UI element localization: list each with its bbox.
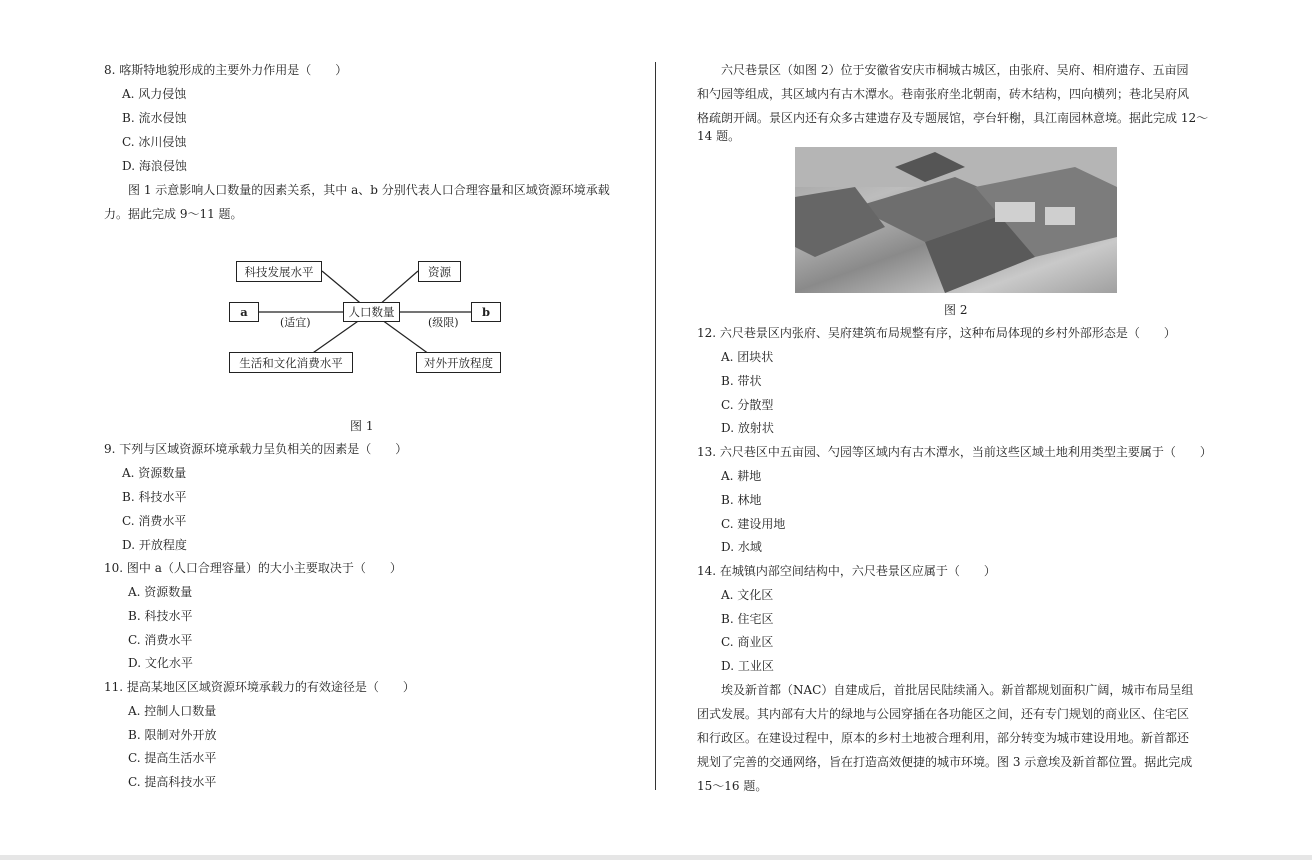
- intro-paragraph-line: 和勺园等组成，其区域内有古木潭水。巷南张府坐北朝南，砖木结构，四向横列；巷北吴府风: [697, 87, 1190, 101]
- option: B. 限制对外开放: [128, 728, 217, 742]
- aerial-village-photo: [795, 147, 1117, 293]
- question-stem: 9. 下列与区域资源环境承载力呈负相关的因素是（ ）: [104, 442, 408, 456]
- intro-paragraph-line: 14 题。: [697, 129, 741, 143]
- intro-paragraph-line: 力。据此完成 9～11 题。: [104, 207, 243, 221]
- option: A. 资源数量: [122, 466, 187, 480]
- option: D. 文化水平: [128, 656, 193, 670]
- box-tech-level: 科技发展水平: [236, 261, 322, 282]
- box-openness: 对外开放程度: [416, 352, 501, 373]
- page-bottom-edge: [0, 855, 1312, 860]
- label-suitable: (适宜): [280, 316, 311, 329]
- option: C. 冰川侵蚀: [122, 135, 187, 149]
- question-stem: 11. 提高某地区区域资源环境承载力的有效途径是（ ）: [104, 680, 415, 694]
- option: A. 耕地: [721, 469, 762, 483]
- box-resources: 资源: [418, 261, 461, 282]
- option: B. 科技水平: [122, 490, 187, 504]
- option: D. 海浪侵蚀: [122, 159, 187, 173]
- option: B. 科技水平: [128, 609, 193, 623]
- option: A. 风力侵蚀: [122, 87, 187, 101]
- box-b: b: [471, 302, 501, 322]
- intro-paragraph-line: 埃及新首都（NAC）自建成后，首批居民陆续涌入。新首都规划面积广阔，城市布局呈组: [721, 683, 1194, 697]
- box-living-standard: 生活和文化消费水平: [229, 352, 353, 373]
- question-stem: 12. 六尺巷景区内张府、吴府建筑布局规整有序，这种布局体现的乡村外部形态是（ ）: [697, 326, 1176, 340]
- option: D. 工业区: [721, 659, 774, 673]
- option: A. 团块状: [721, 350, 774, 364]
- option: C. 分散型: [721, 398, 774, 412]
- box-a: a: [229, 302, 259, 322]
- intro-paragraph-line: 六尺巷景区（如图 2）位于安徽省安庆市桐城古城区，由张府、吴府、相府遗存、五亩园: [721, 63, 1189, 77]
- option: A. 资源数量: [128, 585, 193, 599]
- intro-paragraph-line: 规划了完善的交通网络，旨在打造高效便捷的城市环境。图 3 示意埃及新首都位置。据此完成: [697, 755, 1193, 769]
- label-limit: (级限): [428, 316, 459, 329]
- option: C. 消费水平: [122, 514, 187, 528]
- option: A. 控制人口数量: [128, 704, 217, 718]
- box-population: 人口数量: [343, 302, 400, 322]
- option: B. 流水侵蚀: [122, 111, 187, 125]
- question-stem: 14. 在城镇内部空间结构中，六尺巷景区应属于（ ）: [697, 564, 996, 578]
- intro-paragraph-line: 15～16 题。: [697, 779, 768, 793]
- option: D. 放射状: [721, 421, 774, 435]
- option: C. 提高生活水平: [128, 751, 217, 765]
- figure-1-caption: 图 1: [350, 419, 374, 433]
- option: C. 建设用地: [721, 517, 786, 531]
- option: C. 消费水平: [128, 633, 193, 647]
- intro-paragraph-line: 和行政区。在建设过程中，原本的乡村土地被合理利用，部分转变为城市建设用地。新首都还: [697, 731, 1190, 745]
- option: D. 开放程度: [122, 538, 187, 552]
- question-stem: 10. 图中 a（人口合理容量）的大小主要取决于（ ）: [104, 561, 402, 575]
- option: B. 住宅区: [721, 612, 774, 626]
- option: B. 带状: [721, 374, 762, 388]
- question-stem: 13. 六尺巷区中五亩园、勺园等区域内有古木潭水，当前这些区域土地利用类型主要属于（ ）: [697, 445, 1212, 459]
- question-stem: 8. 喀斯特地貌形成的主要外力作用是（ ）: [104, 63, 348, 77]
- option: B. 林地: [721, 493, 762, 507]
- option: A. 文化区: [721, 588, 774, 602]
- intro-paragraph-line: 图 1 示意影响人口数量的因素关系，其中 a、b 分别代表人口合理容量和区域资源环境承载: [128, 183, 610, 197]
- intro-paragraph-line: 团式发展。其内部有大片的绿地与公园穿插在各功能区之间，还有专门规划的商业区、住宅区: [697, 707, 1190, 721]
- option: C. 提高科技水平: [128, 775, 217, 789]
- option: D. 水域: [721, 540, 762, 554]
- option: C. 商业区: [721, 635, 774, 649]
- figure-2-photo-liuchixiang: [795, 147, 1117, 293]
- figure-2-caption: 图 2: [944, 303, 968, 317]
- intro-paragraph-line: 格疏朗开阔。景区内还有众多古建遗存及专题展馆，亭台轩榭，具江南园林意境。据此完成 12～: [697, 111, 1209, 125]
